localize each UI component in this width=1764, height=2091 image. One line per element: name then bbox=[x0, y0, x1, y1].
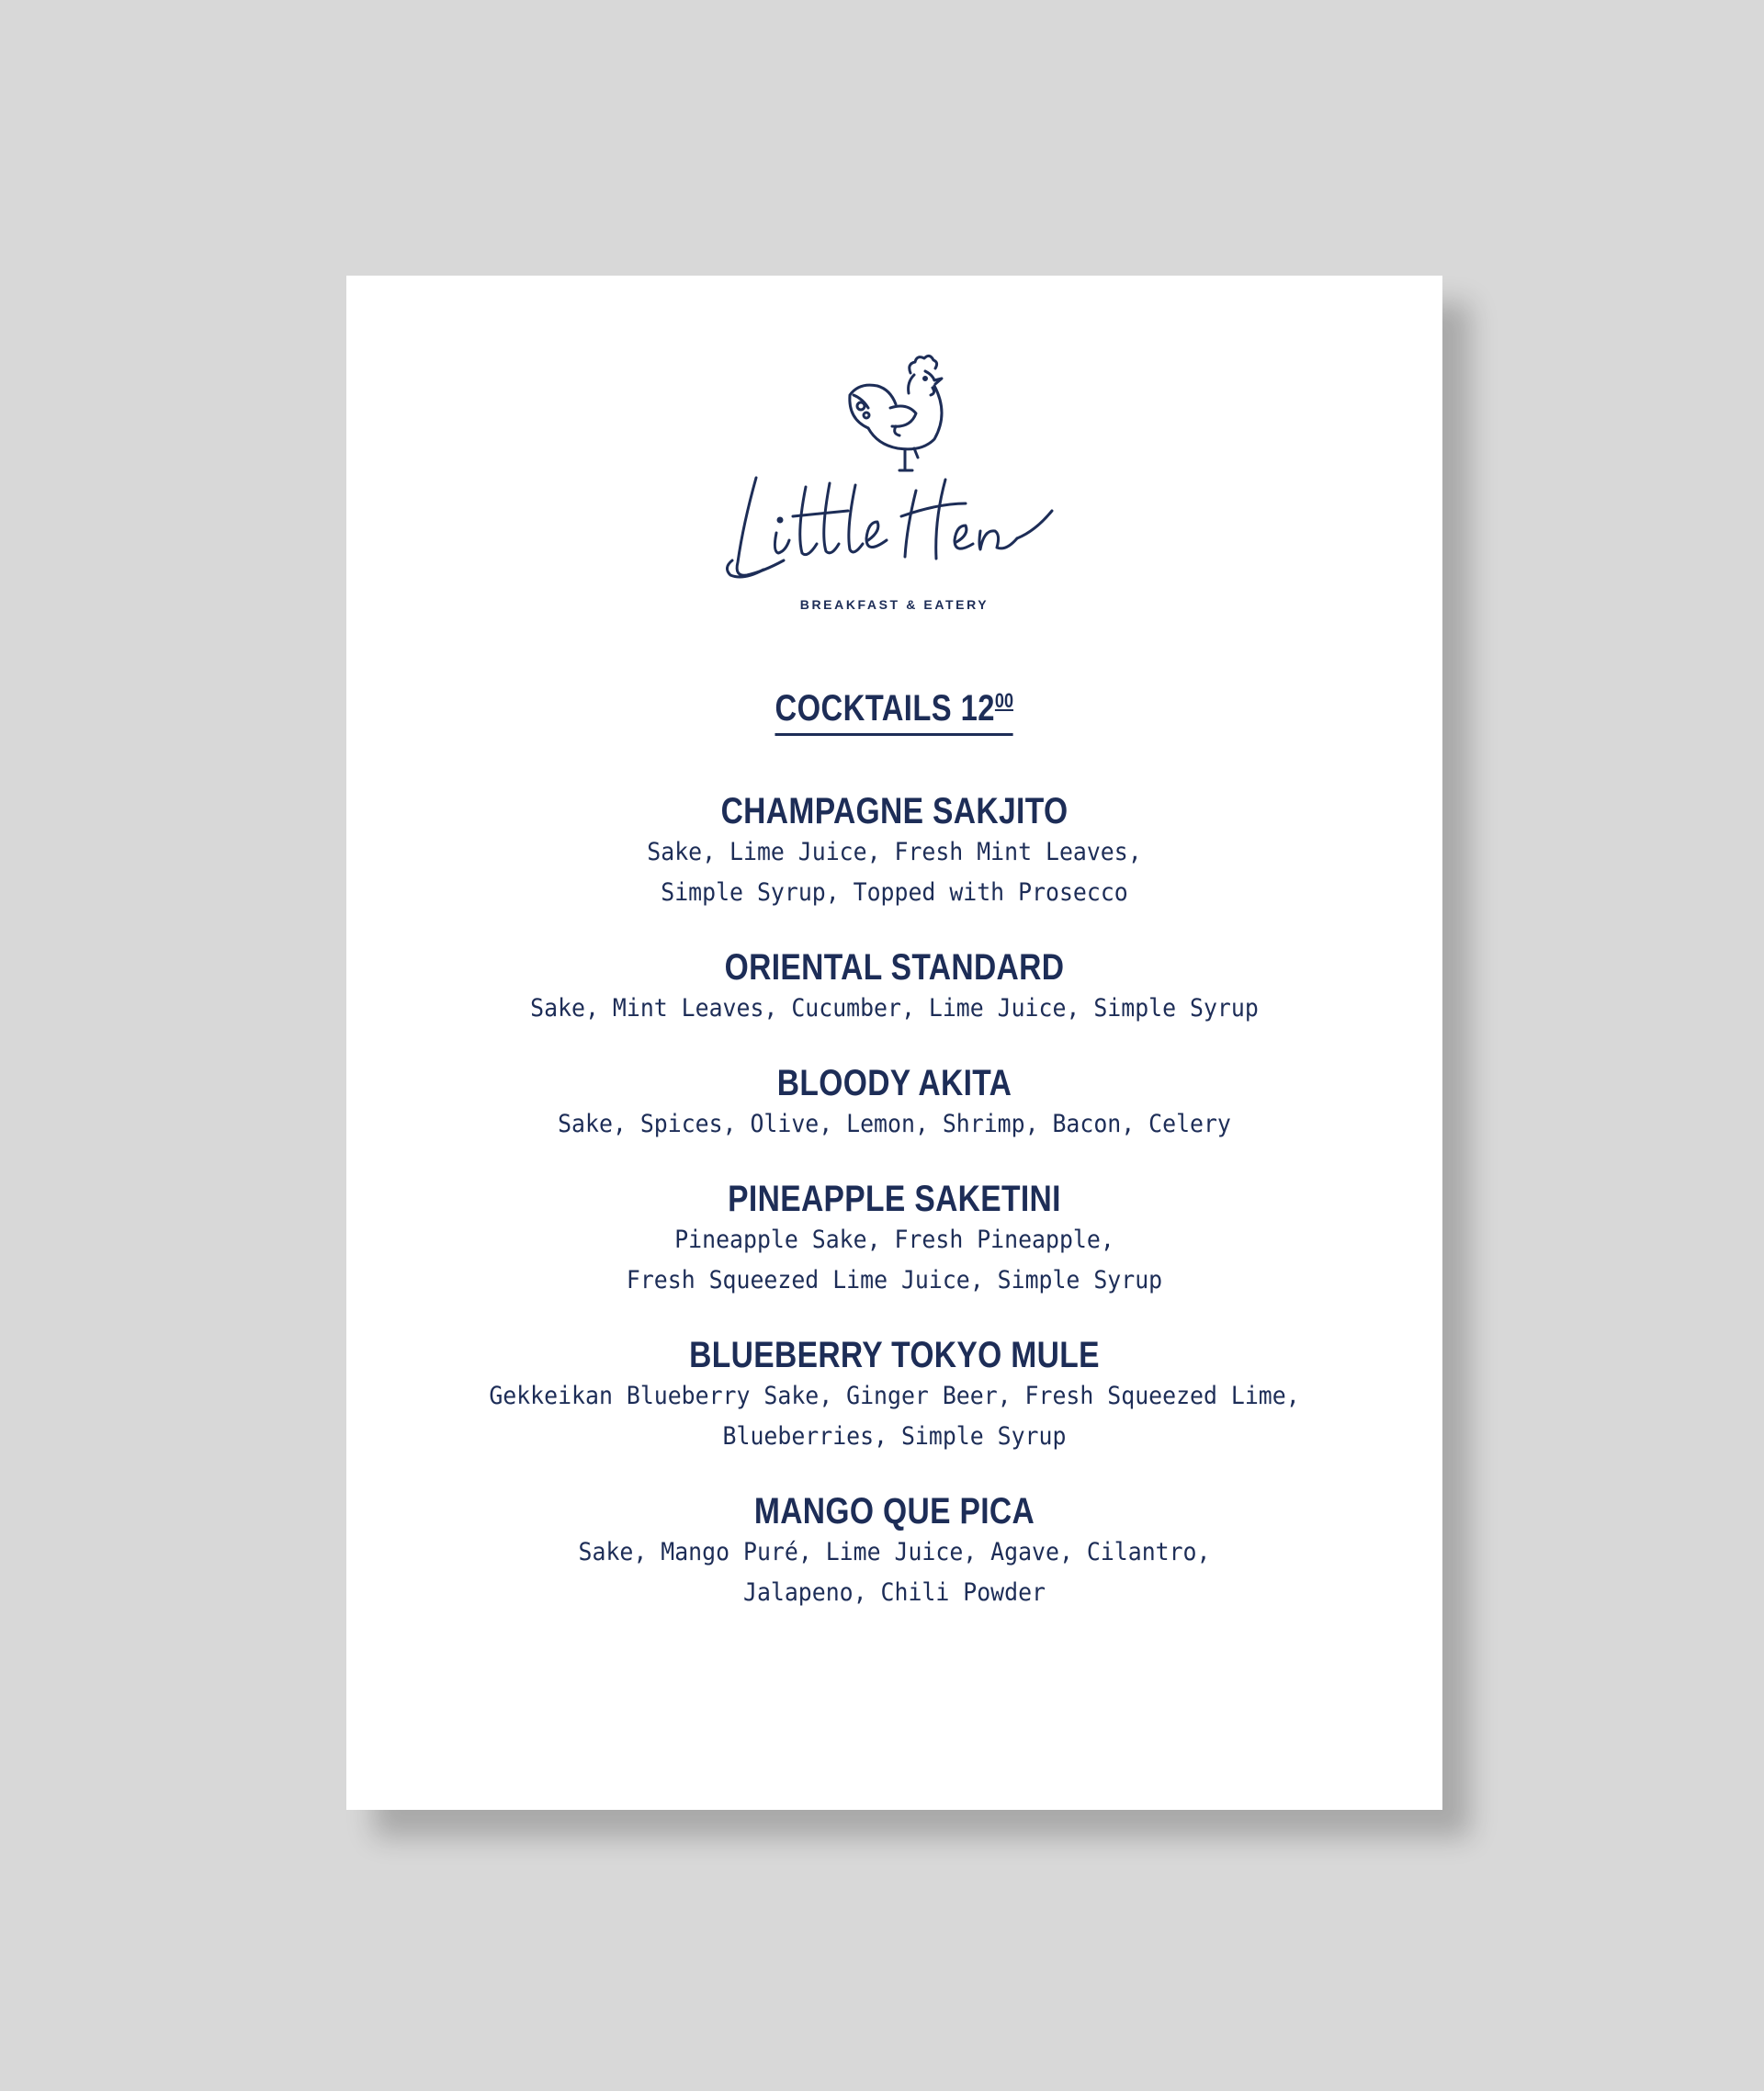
menu-item bbox=[346, 1062, 1442, 1145]
cocktail-list bbox=[346, 790, 1442, 1646]
section-title bbox=[346, 680, 1442, 736]
menu-item bbox=[346, 946, 1442, 1029]
section-price-cents: 00 bbox=[995, 689, 1014, 712]
menu-item bbox=[346, 790, 1442, 913]
menu-item-desc: Jalapeno, Chili Powder bbox=[742, 1578, 1046, 1607]
menu-item bbox=[346, 1334, 1442, 1457]
menu-item bbox=[346, 1178, 1442, 1301]
brand-tagline: BREAKFAST & EATERY bbox=[799, 597, 989, 612]
menu-item-desc: Fresh Squeezed Lime Juice, Simple Syrup bbox=[626, 1266, 1163, 1294]
section-title-label: COCKTAILS bbox=[775, 688, 953, 729]
menu-item-desc: Sake, Lime Juice, Fresh Mint Leaves, bbox=[647, 838, 1142, 866]
brand-script-logo bbox=[721, 459, 1070, 588]
menu-item-name: CHAMPAGNE SAKJITO bbox=[720, 791, 1069, 831]
menu-item-name: MANGO QUE PICA bbox=[753, 1491, 1035, 1532]
menu-item-desc: Blueberries, Simple Syrup bbox=[722, 1422, 1067, 1451]
menu-item-desc: Sake, Spices, Olive, Lemon, Shrimp, Bacon, Celery bbox=[558, 1110, 1231, 1138]
menu-item-desc: Sake, Mint Leaves, Cucumber, Lime Juice, Simple Syrup bbox=[530, 994, 1259, 1023]
menu-item-desc: Sake, Mango Puré, Lime Juice, Agave, Cilantro, bbox=[578, 1538, 1211, 1566]
menu-item-desc: Pineapple Sake, Fresh Pineapple, bbox=[674, 1226, 1114, 1254]
menu-item-desc: Simple Syrup, Topped with Prosecco bbox=[661, 878, 1128, 907]
menu-item-name: BLOODY AKITA bbox=[776, 1063, 1012, 1103]
menu-item-name: BLUEBERRY TOKYO MULE bbox=[689, 1335, 1100, 1375]
hen-logo-icon bbox=[826, 347, 982, 476]
menu-item-desc: Gekkeikan Blueberry Sake, Ginger Beer, Fresh Squeezed Lime, bbox=[489, 1382, 1300, 1410]
menu-item-name: PINEAPPLE SAKETINI bbox=[728, 1179, 1061, 1219]
section-price: 12 bbox=[960, 688, 996, 729]
menu-item bbox=[346, 1490, 1442, 1613]
menu-card bbox=[346, 276, 1442, 1810]
section-title-text bbox=[775, 680, 1014, 736]
menu-item-name: ORIENTAL STANDARD bbox=[724, 947, 1065, 988]
